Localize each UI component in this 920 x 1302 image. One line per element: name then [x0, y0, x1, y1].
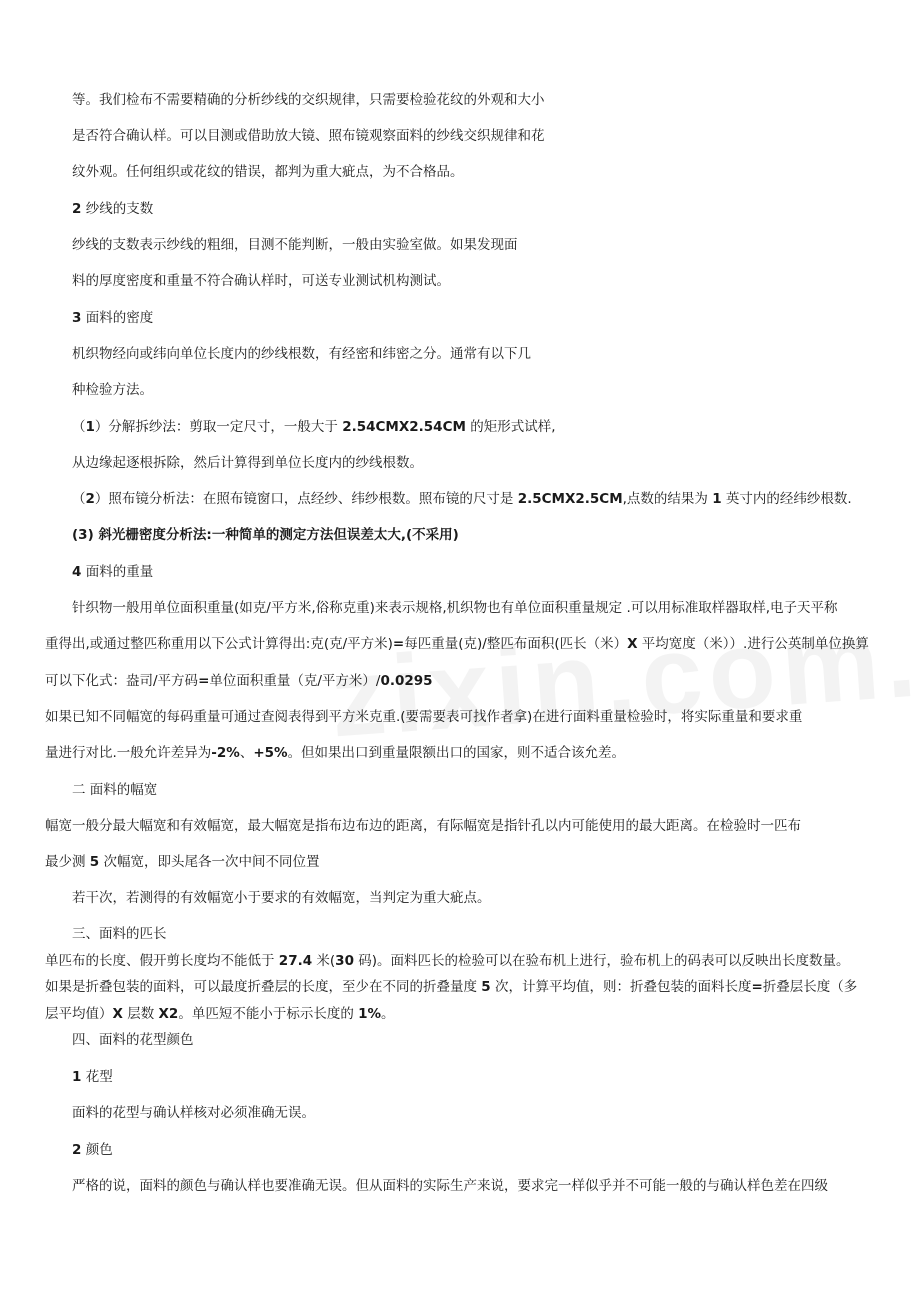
text-segment: X	[627, 636, 638, 652]
text-line	[72, 163, 920, 181]
text-segment: 花型	[81, 1069, 113, 1085]
text-segment: 米(	[312, 953, 336, 969]
text-segment: 斜光栅密度分析法:一种简单的测定方法但误差太大,(不采用)	[98, 527, 459, 543]
text-segment: 5	[481, 979, 491, 995]
text-line	[72, 1141, 920, 1159]
text-segment: 二 面料的幅宽	[72, 782, 158, 798]
text-segment: =	[751, 979, 763, 995]
text-segment: 如果是折叠包装的面料，可以最度折叠层的长度，至少在不同的折叠量度	[45, 979, 482, 995]
text-segment: 机织物经向或纬向单位长度内的纱线根数，有经密和纬密之分。通常有以下几	[72, 346, 531, 362]
text-segment: 种检验方法。	[72, 382, 153, 398]
text-segment: 纹外观。任何组织或花纹的错误，都判为重大疵点，为不合格品。	[72, 164, 464, 180]
text-line	[72, 1068, 920, 1086]
text-segment: 2	[72, 1142, 82, 1158]
text-segment: 面料的密度	[81, 310, 154, 326]
text-segment: 颜色	[81, 1142, 113, 1158]
text-segment: 0.0295	[380, 673, 433, 689]
text-line	[72, 200, 920, 218]
text-segment: 面料的重量	[81, 564, 154, 580]
text-segment: 严格的说，面料的颜色与确认样也要准确无误。但从面料的实际生产来说，要求完一样似乎并不可能一般的与确认样色差在四级	[72, 1178, 828, 1194]
text-line	[72, 1031, 920, 1049]
text-segment: 料的厚度密度和重量不符合确认样时，可送专业测试机构测试。	[72, 273, 450, 289]
text-segment: 次幅宽，即头尾各一次中间不同位置	[99, 854, 320, 870]
text-segment: 折叠层长度（多	[762, 979, 858, 995]
text-segment: 。	[381, 1006, 395, 1022]
text-segment: ）照布镜分析法：在照布镜窗口，点经纱、纬纱根数。照布镜的尺寸是	[94, 491, 518, 507]
text-line	[72, 889, 920, 907]
text-segment: 单位面积重量（克/平方米）/	[209, 673, 381, 689]
text-segment: 1	[72, 1069, 82, 1085]
text-segment: 每匹重量(克)/整匹布面积(匹长（米）	[404, 636, 628, 652]
text-segment: 层平均值）	[45, 1006, 113, 1022]
text-segment: 三、面料的匹长	[72, 926, 167, 942]
text-line	[45, 744, 920, 762]
text-segment: +5%	[253, 745, 288, 761]
text-line	[72, 418, 920, 436]
text-segment: 纱线的支数	[81, 201, 154, 217]
text-segment: 。但如果出口到重量限额出口的国家，则不适合该允差。	[287, 745, 626, 761]
text-segment: 1	[712, 491, 722, 507]
text-segment: 2	[85, 491, 95, 507]
text-segment: 是否符合确认样。可以目测或借助放大镜、照布镜观察面料的纱线交织规律和花	[72, 128, 545, 144]
text-line	[72, 1104, 920, 1122]
text-segment: 如果已知不同幅宽的每码重量可通过查阅表得到平方米克重.(要需要表可找作者拿)在进行面料重量检验时，将实际重量和要求重	[45, 709, 803, 725]
text-line	[45, 1005, 920, 1023]
text-segment: =	[198, 673, 210, 689]
text-segment: X2	[158, 1006, 179, 1022]
text-line	[72, 563, 920, 581]
text-segment: 纱线的支数表示纱线的粗细，目测不能判断，一般由实验室做。如果发现面	[72, 237, 518, 253]
text-segment: （	[72, 419, 86, 435]
text-segment: 1	[85, 419, 95, 435]
text-line	[72, 345, 920, 363]
text-segment: 若干次，若测得的有效幅宽小于要求的有效幅宽，当判定为重大疵点。	[72, 890, 491, 906]
text-line	[45, 708, 920, 726]
text-line	[72, 381, 920, 399]
text-segment: X	[112, 1006, 123, 1022]
text-segment: 重得出,或通过整匹称重用以下公式计算得出:克(克/平方米)	[45, 636, 393, 652]
text-line	[45, 952, 920, 970]
text-segment: -2%	[211, 745, 240, 761]
text-segment: 5	[89, 854, 100, 870]
text-line	[72, 91, 920, 109]
text-segment: 27.4	[278, 953, 313, 969]
text-line	[72, 454, 920, 472]
text-line	[72, 490, 920, 508]
text-segment: （	[72, 491, 86, 507]
text-segment: 可以下化式：盎司/平方码	[45, 673, 199, 689]
text-segment: 最少测	[45, 854, 90, 870]
text-segment: 码)。面料匹长的检验可以在验布机上进行，验布机上的码表可以反映出长度数量。	[353, 953, 850, 969]
text-segment: 单匹布的长度、假开剪长度均不能低于	[45, 953, 279, 969]
text-segment: ）分解拆纱法：剪取一定尺寸，一般大于	[94, 419, 343, 435]
text-segment: 针织物一般用单位面积重量(如克/平方米,俗称克重)来表示规格,机织物也有单位面积重量规定 .可以用标准取样器取样,电子天平称	[72, 600, 838, 616]
text-segment: 2	[72, 201, 82, 217]
text-segment: 幅宽一般分最大幅宽和有效幅宽，最大幅宽是指布边布边的距离，有际幅宽是指针孔以内可能使用的最大距离。在检验时一匹布	[45, 818, 801, 834]
text-line	[72, 272, 920, 290]
text-line	[45, 978, 920, 996]
text-segment: 从边缘起逐根拆除，然后计算得到单位长度内的纱线根数。	[72, 455, 423, 471]
text-segment: 平均宽度（米））.进行公英制单位换算	[637, 636, 869, 652]
text-segment: 2.54CMX2.54CM	[342, 419, 466, 435]
text-segment: 、	[239, 745, 254, 761]
text-line	[72, 599, 920, 617]
text-line	[72, 1177, 920, 1195]
text-segment: 等。我们检布不需要精确的分析纱线的交织规律，只需要检验花纹的外观和大小	[72, 92, 545, 108]
text-segment: =	[392, 636, 405, 652]
text-segment: 层数	[122, 1006, 159, 1022]
text-line	[72, 925, 920, 943]
text-segment: 英寸内的经纬纱根数.	[721, 491, 852, 507]
text-line	[72, 526, 920, 544]
text-line	[45, 817, 920, 835]
text-segment: 四、面料的花型颜色	[72, 1032, 194, 1048]
text-segment: 30	[335, 953, 354, 969]
text-segment: 4	[72, 564, 82, 580]
text-line	[45, 672, 920, 690]
text-segment: 3	[72, 310, 82, 326]
text-line	[45, 853, 920, 871]
text-line	[72, 309, 920, 327]
text-line	[72, 781, 920, 799]
text-segment: 面料的花型与确认样核对必须准确无误。	[72, 1105, 315, 1121]
text-line	[72, 127, 920, 145]
text-segment: ,点数的结果为	[622, 491, 713, 507]
text-segment: 量进行对比.一般允许差异为	[45, 745, 212, 761]
text-segment: 2.5CMX2.5CM	[517, 491, 623, 507]
text-line	[72, 236, 920, 254]
text-segment: 。单匹短不能小于标示长度的	[178, 1006, 359, 1022]
text-segment: 1%	[358, 1006, 382, 1022]
text-line	[45, 635, 920, 653]
text-segment: 的矩形式试样,	[465, 419, 556, 435]
text-segment: 次，计算平均值，则：折叠包装的面料长度	[490, 979, 752, 995]
text-segment: (3)	[72, 527, 99, 543]
